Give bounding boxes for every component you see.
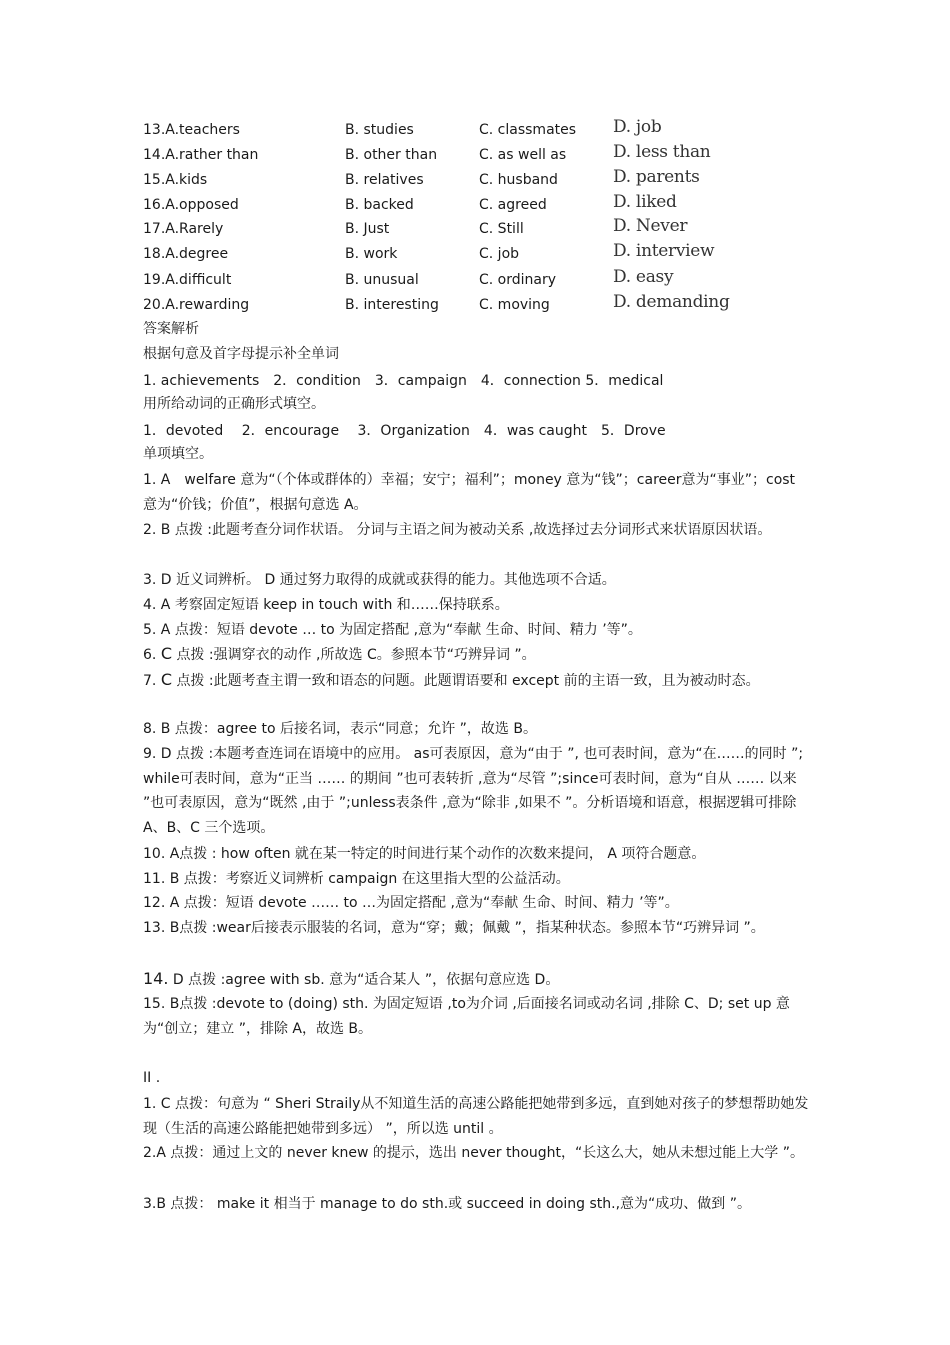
- option-row-18: [143, 241, 843, 268]
- option-d: D. less than: [613, 142, 711, 162]
- answer-14: [143, 968, 813, 991]
- option-b: B. studies: [345, 122, 414, 138]
- option-d: D. Never: [613, 216, 688, 236]
- option-b: B. work: [345, 246, 398, 262]
- answer-15: 15. B点拨 :devote to (doing) sth. 为固定短语 ,to为介词 ,后面接名词或动名词 ,排除 C、D; set up 意为“创立；建立 ”，排除 A，故选 B。: [143, 996, 790, 1037]
- option-c: C. ordinary: [479, 272, 557, 288]
- option-row-14: [143, 142, 843, 169]
- option-row-19: [143, 267, 843, 294]
- option-row-13: [143, 117, 843, 144]
- option-b: B. Just: [345, 221, 390, 237]
- option-a: 18.A.degree: [143, 246, 229, 262]
- answer-2: 2. B 点拨 :此题考查分词作状语。 分词与主语之间为被动关系 ,故选择过去分词形式来状语原因状语。: [143, 522, 772, 538]
- answer-number: 14.: [143, 969, 169, 988]
- option-row-15: [143, 167, 843, 194]
- option-b: B. relatives: [345, 172, 424, 188]
- option-c: C. classmates: [479, 122, 577, 138]
- option-d: D. demanding: [613, 292, 730, 312]
- option-a: 16.A.opposed: [143, 197, 239, 213]
- answer-number: 6.: [143, 647, 157, 663]
- answer-9: 9. D 点拨 :本题考查连词在语境中的应用。 as可表原因，意为“由于 ”, 也可表时间，意为“在……的同时 ”;while可表时间，意为“正当 …… 的期间 ”也可表转折 ,意为“尽管 ”;since可表时间，意为“自从 …… 以来 ”也可表原因，意为“既然 ,由于 ”;unless表条件 ,意为“除非 ,如果不 ”。分析语境和语意，根据逻辑可排除 A、B、C 三个选项。: [143, 746, 804, 836]
- option-b: B. other than: [345, 147, 438, 163]
- answer-letter: C: [160, 670, 172, 689]
- answer-8: 8. B 点拨：agree to 后接名词，表示“同意；允许 ”，故选 B。: [143, 721, 537, 737]
- section-heading-fill: 根据句意及首字母提示补全单词: [143, 346, 339, 362]
- option-c: C. as well as: [479, 147, 567, 163]
- option-d: D. interview: [613, 241, 715, 261]
- option-b: B. unusual: [345, 272, 419, 288]
- answer-13: 13. B点拨 :wear后接表示服装的名词，意为“穿；戴；佩戴 ”，指某种状态。参照本节“巧辨异词 ”。: [143, 920, 765, 936]
- answer-explanation: D 点拨 :agree with sb. 意为“适合某人 ”，依据句意应选 D。: [172, 972, 560, 988]
- section-ii-answer-3: 3.B 点拨： make it 相当于 manage to do sth.或 succeed in doing sth.,意为“成功、做到 ”。: [143, 1196, 752, 1212]
- option-a: 14.A.rather than: [143, 147, 259, 163]
- option-a: 19.A.difficult: [143, 272, 232, 288]
- fill-answers: 1. achievements 2．condition 3．campaign 4．connection 5．medical: [143, 373, 664, 389]
- option-d: D. easy: [613, 267, 674, 287]
- option-c: C. job: [479, 246, 520, 262]
- option-b: B. interesting: [345, 297, 439, 313]
- answer-number: 7.: [143, 673, 157, 689]
- answer-letter: C: [160, 644, 172, 663]
- option-c: C. moving: [479, 297, 550, 313]
- answer-6: [143, 643, 813, 666]
- section-heading-ii: II .: [143, 1070, 161, 1086]
- option-a: 13.A.teachers: [143, 122, 240, 138]
- section-ii-answer-1: 1. C 点拨：句意为 “ Sheri Straily从不知道生活的高速公路能把她带到多远，直到她对孩子的梦想帮助她发现（生活的高速公路能把她带到多远） ”，所以选 until 。: [143, 1096, 809, 1137]
- option-d: D. liked: [613, 192, 677, 212]
- option-c: C. agreed: [479, 197, 547, 213]
- option-c: C. husband: [479, 172, 558, 188]
- option-b: B. backed: [345, 197, 414, 213]
- answer-4: 4. A 考察固定短语 keep in touch with 和……保持联系。: [143, 597, 509, 613]
- option-a: 15.A.kids: [143, 172, 208, 188]
- answer-3: 3. D 近义词辨析。 D 通过努力取得的成就或获得的能力。其他选项不合适。: [143, 572, 616, 588]
- option-c: C. Still: [479, 221, 524, 237]
- option-d: D. parents: [613, 167, 700, 187]
- answer-10: 10. A点拨 : how often 就在某一特定的时间进行某个动作的次数来提问， A 项符合题意。: [143, 846, 706, 862]
- section-ii-answer-2: 2.A 点拨：通过上文的 never knew 的提示，选出 never thought，“长这么大，她从未想过能上大学 ”。: [143, 1145, 804, 1161]
- answer-explanation: 点拨 :强调穿衣的动作 ,所故选 C。参照本节“巧辨异词 ”。: [176, 647, 536, 663]
- answer-5: 5. A 点拨：短语 devote … to 为固定搭配 ,意为“奉献 生命、时间、精力 ’等”。: [143, 622, 642, 638]
- option-row-17: [143, 216, 843, 243]
- answer-1: 1. A welfare 意为“（个体或群体的）幸福；安宁；福利”；money 意为“钱”；career意为“事业”；cost 意为“价钱；价值”，根据句意选 A。: [143, 472, 796, 513]
- verb-answers: 1．devoted 2．encourage 3．Organization 4．was caught 5．Drove: [143, 423, 666, 439]
- option-a: 20.A.rewarding: [143, 297, 250, 313]
- answer-explanation: 点拨 :此题考查主谓一致和语态的问题。此题谓语要和 except 前的主语一致，且为被动时态。: [176, 673, 760, 689]
- option-row-16: [143, 192, 843, 219]
- answer-7: [143, 668, 811, 694]
- section-heading-single-choice: 单项填空。: [143, 446, 213, 462]
- option-d: D. job: [613, 117, 662, 137]
- option-row-20: [143, 292, 843, 319]
- option-a: 17.A.Rarely: [143, 221, 224, 237]
- section-heading-verbs: 用所给动词的正确形式填空。: [143, 396, 325, 412]
- answer-12: 12. A 点拨：短语 devote …… to …为固定搭配 ,意为“奉献 生命、时间、精力 ’等”。: [143, 895, 679, 911]
- section-heading-answers: 答案解析: [143, 321, 199, 337]
- answer-11: 11. B 点拨：考察近义词辨析 campaign 在这里指大型的公益活动。: [143, 871, 570, 887]
